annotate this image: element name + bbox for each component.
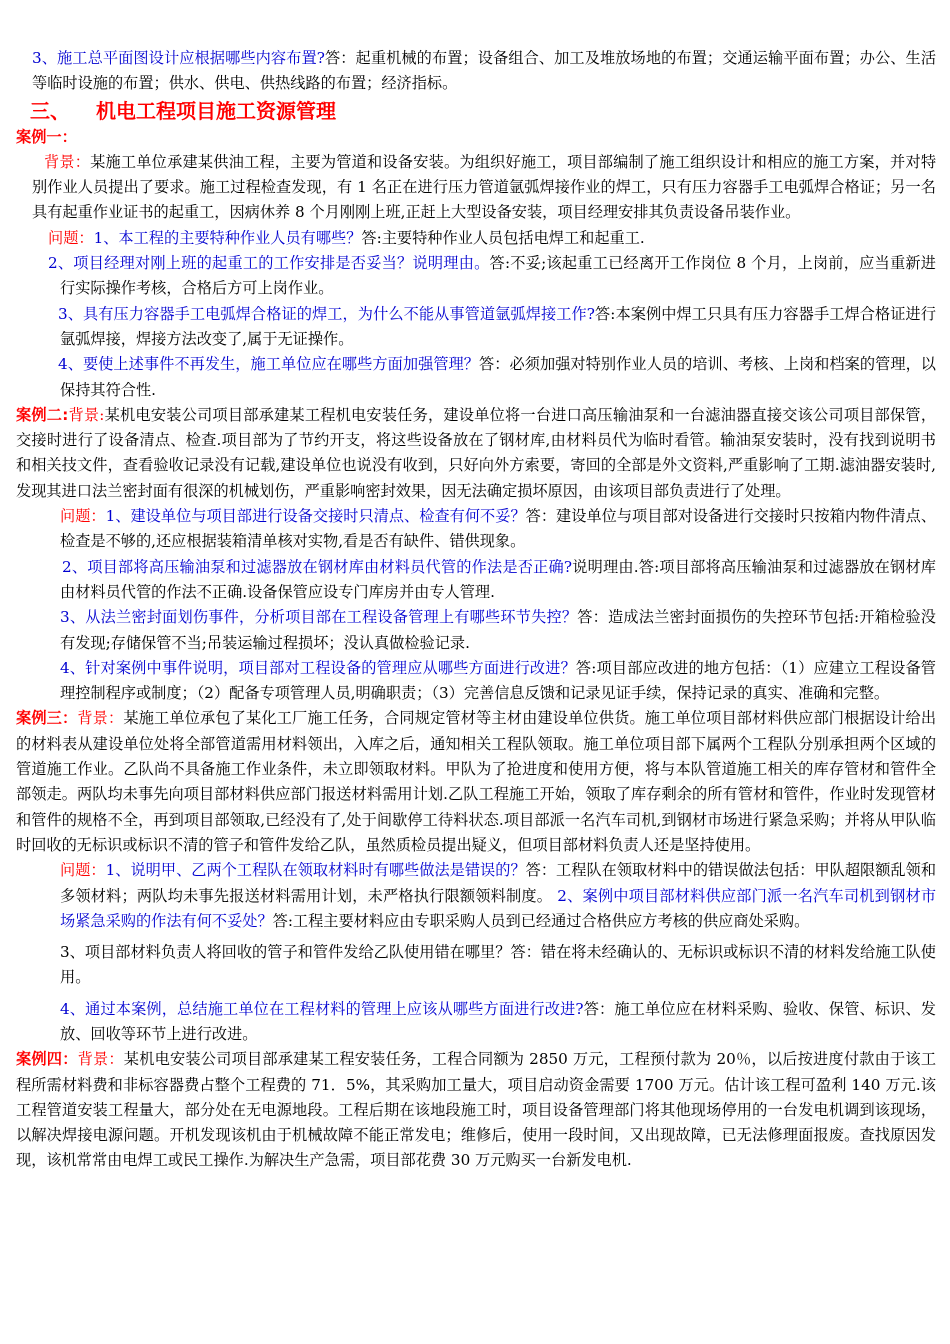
question-text: 1、建设单位与项目部进行设备交接时只清点、检查有何不妥？	[105, 507, 526, 526]
case1-bg-label: 背景：	[44, 152, 91, 171]
case4-bg-label: 背景：	[77, 1050, 124, 1069]
case1-bg-text: 某施工单位承建某供油工程，主要为管道和设备安装。为组织好施工，项目部编制了施工组织设计和相应的施工方案，并对特别作业人员提出了要求。施工过程检查发现，有 1 名正在进行压力管道氩弧焊接作业的焊工，只有压力容器手工电弧焊合格证；另一名具有起重作业证书的起重工，因病休养 8 个月刚刚上班,正赶上大型设备安装，项目经理安排其负责设备吊装作业。	[32, 152, 937, 222]
heading-title: 机电工程项目施工资源管理	[96, 98, 336, 123]
case3-bg-label: 背景：	[77, 709, 124, 728]
case2-q2	[16, 555, 936, 606]
answer-text: 答：起重机械的布置；设备组合、加工及堆放场地的布置；交通运输平面布置；办公、生活等临时设施的布置；供水、供电、供热线路的布置；经济指标。	[32, 49, 937, 93]
answer-text: 答:项目部应改进的地方包括：（1）应建立工程设备管理控制程序或制度；（2）配备专项管理人员,明确职责；（3）完善信息反馈和记录见证手续，保持记录的真实、准确和完整。	[60, 658, 936, 703]
case1-q3	[16, 302, 936, 353]
case2-background	[16, 403, 936, 504]
question-text: 4、针对案例中事件说明，项目部对工程设备的管理应从哪些方面进行改进？	[60, 658, 576, 677]
case1-title: 案例一：	[16, 127, 77, 146]
answer-text: 答：建设单位与项目部对设备进行交接时只按箱内物件清点、检查是不够的,还应根据装箱清单核对实物,看是否有缺件、错供现象。	[60, 507, 937, 551]
question-text: 1、说明甲、乙两个工程队在领取材料时有哪些做法是错误的？	[105, 861, 526, 880]
question-text: 4、要使上述事件不再发生，施工单位应在哪些方面加强管理？	[58, 355, 480, 374]
section-heading	[16, 97, 936, 125]
answer-text: 答:不妥;该起重工已经离开工作岗位 8 个月，上岗前，应当重新进行实际操作考核，合格后方可上岗作业。	[60, 254, 936, 298]
case4-bg-text: 某机电安装公司项目部承建某工程安装任务，工程合同额为 2850 万元，工程预付款为 20％，以后按进度付款由于该工程所需材料费和非标容器费占整个工程费的 71．5%，其采购加工量大，项目启动资金需要 1700 万元。估计该工程可盈利 140 万元.该工程管道安装工程量大，部分处在无电源地段。工程后期在该地段施工时，项目设备管理部门将其他现场停用的一台发电机调到该现场，以解决焊接电源问题。开机发现该机由于机械故障不能正常发电；维修后，使用一段时间，又出现故障，已无法修理面报废。查找原因发现，该机常常由电焊工或民工操作.为解决生产急需，项目部花费 30 万元购买一台新发电机.	[16, 1050, 937, 1170]
case2-bg-label: 背景:	[68, 405, 105, 424]
case4-background	[16, 1047, 936, 1173]
question-text: 2、项目经理对刚上班的起重工的工作安排是否妥当？说明理由。	[48, 254, 490, 273]
case3-background	[16, 706, 936, 858]
case2-q4	[16, 656, 936, 707]
case1-q-label: 问题：	[48, 228, 94, 247]
question-text: 3、具有压力容器手工电弧焊合格证的焊工，为什么不能从事管道氩弧焊接工作?	[58, 304, 595, 323]
answer-text: 答:工程主要材料应由专职采购人员到已经通过合格供应方考核的供应商处采购。	[272, 911, 810, 930]
question-text: 3、从法兰密封面划伤事件，分析项目部在工程设备管理上有哪些环节失控？	[60, 608, 578, 627]
case3-q-label: 问题：	[60, 861, 106, 880]
case2-bg-text: 某机电安装公司项目部承建某工程机电安装任务，建设单位将一台进口高压输油泵和一台滤油器直接交该公司项目部保管，交接时进行了设备清点、检查.项目部为了节约开支，将这些设备放在了钢材库,由材料员代为临时看管。输油泵安装时，没有找到说明书和相关技文件，查看验收记录没有记载,建设单位也说没有收到，只好向外方索要，寄回的全部是外文资料,严重影响了工期.滤油器安装时,发现其进口法兰密封面有很深的机械划伤，严重影响密封效果，因无法确定损坏原因，由该项目部负责进行了处理。	[16, 405, 937, 500]
answer-text: 答：错在将未经确认的、无标识或标识不清的材料发给施工队使用。	[60, 943, 936, 987]
case3-bg-text: 某施工单位承包了某化工厂施工任务，合同规定管材等主材由建设单位供货。施工单位项目部材料供应部门根据设计给出的材料表从建设单位处将全部管道需用材料领出，入库之后，通知相关工程队领取。施工单位项目部下属两个工程队分别承担两个区域的管道施工作业。乙队尚不具备施工作业条件，未立即领取材料。甲队为了抢进度和使用方便，将与本队管道施工相关的库存管材和管件全部领走。两队均未事先向项目部材料供应部门报送材料需用计划.乙队工程施工开始，领取了库存剩余的所有管材和管件，作业时发现管材和管件的规格不全，再到项目部领取,已经没有了,处于间歇停工待料状态.项目部派一名汽车司机,到钢材市场进行紧急采购；并将从甲队临时回收的无标识或标识不清的管子和管件发给乙队，虽然质检员提出疑义，但项目部材料负责人还是坚持使用。	[16, 709, 937, 854]
question-text: 2、项目部将高压输油泵和过滤器放在钢材库由材料员代管的作法是否正确?	[62, 557, 573, 576]
case2-q1	[16, 504, 936, 555]
case1-background	[16, 150, 936, 226]
case1-q2	[16, 251, 936, 302]
question-text: 2、案例中项目部材料供应部门派一名汽车司机到钢材市场紧急采购的作法有何不妥处？	[60, 886, 937, 930]
answer-text: 说明理由.答:项目部将高压输油泵和过滤器放在钢材库由材料员代管的作法不正确.设备保管应设专门库房并由专人管理.	[60, 557, 936, 601]
answer-text: 答：造成法兰密封面损伤的失控环节包括:开箱检验没有发现;存储保管不当;吊装运输过程损坏；没认真做检验记录.	[60, 608, 936, 652]
section-question-3	[16, 46, 936, 97]
answer-text: 答：施工单位应在材料采购、验收、保管、标识、发放、回收等环节上进行改进。	[60, 999, 936, 1043]
case3-title: 案例三：	[16, 709, 78, 728]
case3-q1-q2	[16, 858, 936, 934]
case1-q1	[16, 226, 936, 251]
case3-q3	[16, 940, 936, 991]
case2-title: 案例二:	[16, 405, 69, 424]
case4-title: 案例四：	[16, 1050, 78, 1069]
case2-q-label: 问题：	[60, 507, 106, 526]
question-text: 4、通过本案例，总结施工单位在工程材料的管理上应该从哪些方面进行改进?	[60, 999, 584, 1018]
answer-text: 答：工程队在领取材料中的错误做法包括：甲队超限额乱领和多领材料；两队均未事先报送材料需用计划，未严格执行限额领料制度。	[60, 861, 937, 905]
case3-q4	[16, 997, 936, 1048]
question-text: 3、施工总平面图设计应根据哪些内容布置?	[32, 49, 325, 67]
case1-q4	[16, 352, 936, 403]
answer-text: 答:本案例中焊工只具有压力容器手工焊合格证进行氩弧焊接，焊接方法改变了,属于无证操作。	[60, 304, 936, 348]
question-text: 3、项目部材料负责人将回收的管子和管件发给乙队使用错在哪里？	[60, 943, 511, 962]
question-text: 1、本工程的主要特种作业人员有哪些？	[93, 228, 362, 247]
answer-text: 答:主要特种作业人员包括电焊工和起重工.	[361, 228, 645, 247]
heading-number: 三、	[30, 98, 70, 123]
case2-q3	[16, 605, 936, 656]
answer-text: 答：必须加强对特别作业人员的培训、考核、上岗和档案的管理，以保持其符合性.	[60, 355, 936, 399]
